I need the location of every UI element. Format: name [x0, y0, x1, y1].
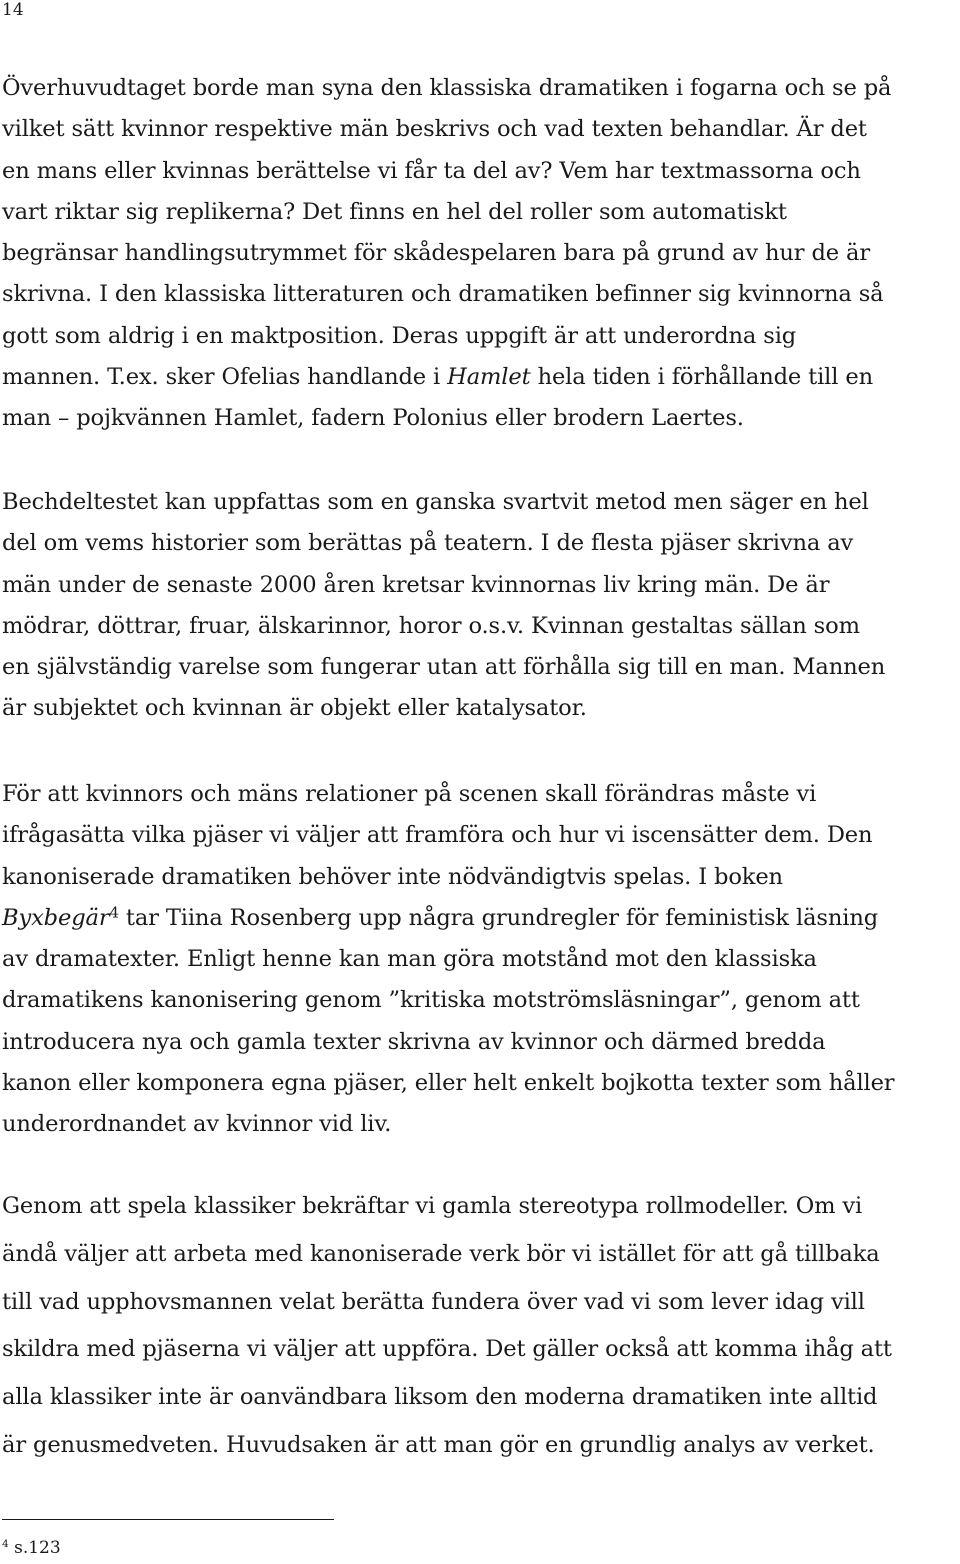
text-line: del om vems historier som berättas på teatern. I de flesta pjäser skrivna av: [2, 530, 854, 557]
page-number: 14: [2, 0, 24, 20]
text-line: begränsar handlingsutrymmet för skådespelaren bara på grund av hur de är: [2, 240, 871, 267]
text-line: introducera nya och gamla texter skrivna av kvinnor och därmed bredda: [2, 1028, 826, 1055]
text-line: är genusmedveten. Huvudsaken är att man gör en grundlig analys av verket.: [2, 1431, 875, 1458]
text-line: av dramatexter. Enligt henne kan man göra motstånd mot den klassiska: [2, 946, 817, 973]
paragraph-3: [2, 774, 958, 1146]
book-title-byxbegar: Byxbegär: [2, 904, 110, 931]
text-line: en självständig varelse som fungerar utan att förhålla sig till en man. Mannen: [2, 654, 886, 681]
text-line: [2, 898, 958, 939]
text-line: dramatikens kanonisering genom ”kritiska motströmsläsningar”, genom att: [2, 987, 860, 1014]
text-line: mödrar, döttrar, fruar, älskarinnor, horor o.s.v. Kvinnan gestaltas sällan som: [2, 612, 860, 639]
footnote-mark: 4: [2, 1538, 9, 1551]
text-line: ifrågasätta vilka pjäser vi väljer att framföra och hur vi iscensätter dem. Den: [2, 822, 873, 849]
text-line: ändå väljer att arbeta med kanoniserade verk bör vi istället för att gå tillbaka: [2, 1240, 880, 1267]
text-line: Överhuvudtaget borde man syna den klassiska dramatiken i fogarna och se på: [2, 75, 892, 101]
text-line: man – pojkvännen Hamlet, fadern Polonius eller brodern Laertes.: [2, 405, 744, 432]
paragraph-4: [2, 1183, 958, 1470]
text-line: För att kvinnors och mäns relationer på scenen skall förändras måste vi: [2, 781, 817, 807]
text-segment: hela tiden i förhållande till en: [530, 364, 873, 391]
text-line: kanoniserade dramatiken behöver inte nödvändigtvis spelas. I boken: [2, 863, 783, 890]
footnote-separator: [2, 1519, 334, 1520]
text-line: gott som aldrig i en maktposition. Deras uppgift är att underordna sig: [2, 322, 797, 349]
text-segment: tar Tiina Rosenberg upp några grundregler för feministisk läsning: [118, 904, 879, 931]
footnote-reference[interactable]: 4: [109, 903, 119, 922]
play-title-hamlet: Hamlet: [447, 364, 531, 391]
text-segment: mannen. T.ex. sker Ofelias handlande i: [2, 364, 448, 391]
text-line: kanon eller komponera egna pjäser, eller helt enkelt bojkotta texter som håller: [2, 1070, 895, 1097]
text-line: till vad upphovsmannen velat berätta fundera över vad vi som lever idag vill: [2, 1288, 865, 1315]
text-line: alla klassiker inte är oanvändbara liksom den moderna dramatiken inte alltid: [2, 1384, 878, 1411]
text-line: män under de senaste 2000 åren kretsar kvinnornas liv kring män. De är: [2, 571, 830, 598]
text-line: Genom att spela klassiker bekräftar vi gamla stereotypa rollmodeller. Om vi: [2, 1193, 863, 1219]
text-line: [2, 357, 958, 398]
text-line: vart riktar sig replikerna? Det finns en hel del roller som automatiskt: [2, 198, 787, 225]
text-line: en mans eller kvinnas berättelse vi får ta del av? Vem har textmassorna och: [2, 157, 861, 184]
text-line: skrivna. I den klassiska litteraturen och dramatiken befinner sig kvinnorna så: [2, 281, 884, 308]
text-line: vilket sätt kvinnor respektive män beskrivs och vad texten behandlar. Är det: [2, 116, 867, 143]
paragraph-2: [2, 482, 958, 730]
paragraph-1: [2, 68, 958, 440]
text-line: skildra med pjäserna vi väljer att uppföra. Det gäller också att komma ihåg att: [2, 1336, 892, 1363]
footnote: [2, 1536, 61, 1560]
footnote-text: s.123: [8, 1538, 61, 1558]
text-line: är subjektet och kvinnan är objekt eller katalysator.: [2, 695, 587, 722]
text-line: underordnandet av kvinnor vid liv.: [2, 1111, 392, 1138]
text-line: Bechdeltestet kan uppfattas som en ganska svartvit metod men säger en hel: [2, 489, 869, 515]
